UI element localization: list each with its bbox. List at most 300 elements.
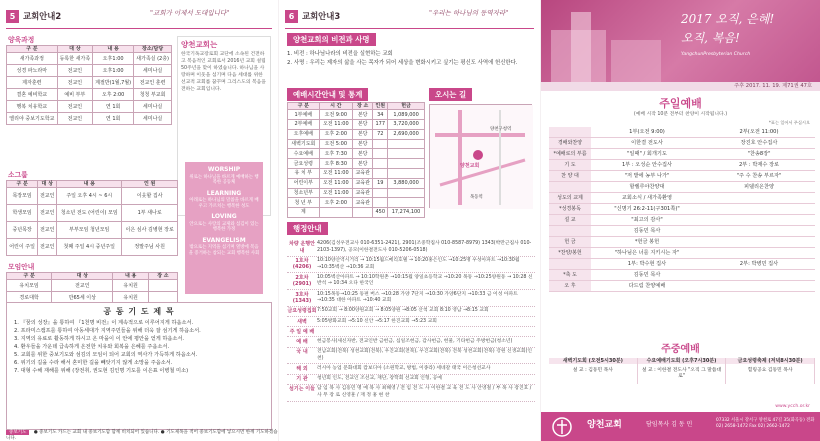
table-cell [388,188,425,198]
worship-text: 위로는 하나님을 바르게 예배하는 행복한 공동체 [189,174,259,185]
table-cell: 정말주님 사원 [122,239,178,256]
table-cell: 제자훈련 [7,77,58,89]
guide-text: 10:10양산역시거리 → 10:15월드메리호텔 → 10:20홍은인도 →10:25명 우성아파트 →10:30월 →10:35벽산 →10:36 교회 [317,258,520,270]
guide-label: 금요성령집회 [287,308,317,315]
service-row [549,149,815,160]
service-value-2: 2부(오전 11:00) [739,128,779,135]
table-cell: 전교인 [38,205,57,222]
service-row [549,226,815,237]
divider [6,28,272,29]
intro-title: 양천교회는 [181,40,218,49]
midweek-title: 주중예배 [661,344,700,355]
table-cell: 이웃할 집사 [122,188,178,205]
table-cell: 오전 11:00 [319,178,352,188]
learning-text: 아래로는 하나님의 말씀을 바르게 배우고 가르치는 행복한 성도 [189,198,259,209]
guide-row [287,375,535,385]
map-label-station2: 목동역 [470,195,483,200]
table-cell: 본당 [353,129,373,139]
guide-row [287,364,535,374]
table-cell: 17,274,100 [388,208,425,218]
table-header: 대 상 [57,46,92,53]
table-cell: 청 년 부 [288,198,320,208]
service-label: 헌 금 [549,237,591,247]
table-cell: 본당 [353,120,373,130]
table-cell: 19 [373,178,388,188]
guide-text: 10:05벽산아파트 → 10:10학원촌 →10:15월 양일초등학교 →10:20 목동 →10:25양원동 → 10:28 신반석 → 10:34 오다 한국인 [317,274,533,287]
midweek-item [549,358,638,384]
table-cell: 본당 [353,110,373,120]
service-label: 기 도 [549,160,591,170]
service-row [549,193,815,204]
table-cell: 오전 11:00 [319,169,352,179]
service-label: *예배로의 부름 [549,149,591,159]
service-value-1: 김동민 목사 [633,271,661,278]
table-row [7,53,172,65]
table-cell: 오후 2:00 [319,198,352,208]
small-group-table [6,180,178,256]
map-label-station1: 양천구청역 [490,127,512,132]
service-label [549,127,591,137]
guide-label: 주 일 예 배 [289,328,315,335]
service-value-1: "하나님은 너를 지키시는 자" [614,249,680,256]
worship-label: WORSHIP [207,166,241,173]
service-label: 성도의 교제 [549,193,591,203]
table-row [288,139,425,149]
table-row [288,110,425,120]
table-cell [373,188,388,198]
service-label: *찬양/봉헌 [549,248,591,258]
service-order [549,127,815,292]
table-header: 대 상 [38,181,57,188]
panel-church-info-2 [0,0,278,441]
guide-label: 2호차 (2901) [292,274,312,288]
table-cell: 청소년부 [288,188,320,198]
table-row [288,120,425,130]
table-cell: 전교인 [38,239,57,256]
table-cell: 177 [373,120,388,130]
guide-row [287,327,535,337]
guide-row [287,290,535,307]
table-cell: 첫째 주일 4시 중년주일 [57,239,122,256]
table-cell [388,169,425,179]
panel-cover [541,0,820,441]
panel-church-info-3 [279,0,540,441]
service-value-1: "일때" / 회개기도 [627,150,667,157]
service-label [549,259,591,269]
table-row [7,77,172,89]
church-name: 양천교회 [587,420,622,430]
guide-label: 섬기는 이들 [289,386,315,393]
guide-label: 차량 운행안내 [289,241,315,254]
midweek-item [726,358,815,384]
guide-text: 10:15목동→10:25 동편 버스 →10:28 가양 7단지 →10:30 가양6단지 →10:33 금 이성 아파트 →10:35 대한 아파트 →10:40 교회 [317,291,518,304]
mission-header: 양천교회의 비전과 사명 [287,33,376,46]
church-contact: 07332 서울시 강서구 양천로 47길 35(화곡동) 전화 02) 2658-1472 Fax 02) 2662-1472 [716,418,815,430]
mission-text [287,50,535,67]
education-table [6,45,172,125]
table-row [7,188,178,205]
service-value-2: 2부: 박병민 집사 [739,260,779,267]
service-value-1: 다드림 찬양예배 [628,282,666,289]
page-title: 교회안내3 [302,11,341,22]
table-row [7,239,178,256]
table-header: 대 상 [52,273,113,280]
table-row [288,149,425,159]
panel-header [285,8,340,25]
section-meeting: 모임안내 [8,263,35,271]
guide-row [287,240,535,257]
table-cell: 만65세 이상 [52,292,113,304]
table-cell: 전교인 훈련 [134,77,172,89]
page-quote: "교회가 이제서 도대입니다" [150,9,230,17]
service-row [549,138,815,149]
service-row [549,270,815,281]
table-cell: 새가족과정 [7,53,58,65]
service-value-2: "찬송8장" [747,150,771,157]
cover-banner [541,0,820,82]
table-cell [353,208,373,218]
learning-label: LEARNING [206,189,242,197]
midweek-item [638,358,727,384]
guide-label: 3호차 (1343) [292,291,312,304]
footer-note-row [6,430,278,441]
table-header: 장 소 [353,103,373,110]
worship-time-table [287,102,425,218]
prayer-item: 2. 프라미스캠프를 통하여 아동세대가 지역주민들을 위해 더욱 잘 섬기게 하옵소서. [14,328,201,335]
table-cell: 72 [373,129,388,139]
service-row [549,215,815,226]
table-row [288,188,425,198]
service-value-1: "신명기 26:2-11(구301쪽)" [614,205,680,212]
table-header: 헌금 [388,103,425,110]
table-cell: 연 1회 [93,101,134,113]
prayer-item: 4. 환우들을 가운데 급속하게 온전한 치유와 회복을 은혜를 주옵소서. [14,344,170,351]
table-cell: 450 [373,208,388,218]
table-cell: 금요성령 [288,159,320,169]
guide-text: 러시아 농업 문화대회 캄보디아 (소원학교, 방법, 이종라) 세네갈 태국 이은청선교사 [317,365,491,371]
table-cell: 교육관 [353,178,373,188]
vision-arrows [185,162,263,294]
church-logo-icon [551,416,581,438]
table-cell: 계절반(1월,7월) [93,77,134,89]
table-row [288,208,425,218]
service-value-1: "최고의 감사" [631,216,663,223]
guide-row [287,337,535,347]
table-cell [388,139,425,149]
table-cell: 계 [288,208,320,218]
table-cell: 전교인 [57,77,92,89]
service-label [549,182,591,192]
table-row [288,159,425,169]
table-cell: 오후 2:00 [319,129,352,139]
midweek-item-title: 금요성령축제 (저녁8시30분) [726,358,814,364]
service-row [549,248,815,259]
church-url: www.ycch.or.kr [775,404,810,409]
table-cell [148,280,177,292]
table-cell: 연 1회 [93,113,134,125]
guide-label: 기 관 [296,376,308,383]
church-marker [473,150,483,160]
worship-time-header: 예배시간안내 및 통계 [287,88,368,101]
table-cell: 1부 새나로 [122,205,178,222]
table-row [7,89,172,101]
table-cell: 1부예배 [288,110,320,120]
service-label: 경배와찬양 [549,138,591,148]
page-number: 5 [6,10,19,23]
panel-header [6,8,61,25]
table-cell [388,198,425,208]
table-cell: 교육관 [353,198,373,208]
service-row [549,259,815,270]
table-cell: 오전 11:00 [319,188,352,198]
table-header: 장소/담당 [134,46,172,53]
issue-date: 주후 2017. 11. 19. 제71권 47호 [541,82,820,91]
service-row [549,237,815,248]
table-cell: 청청 부교회 [134,89,172,101]
service-value-1: 교회소식 / 새가족환영 [621,194,673,201]
midweek-item-text: 설 교 : 김동민 목사 [572,368,613,374]
table-cell: 수요예배 [288,149,320,159]
table-cell: 행복 치유학교 [7,101,58,113]
table-cell: 등록한 새가족 [57,53,92,65]
table-cell [373,139,388,149]
table-cell: 학생모임 [7,205,38,222]
prayer-item: 3. 지역의 유료로 활동하게 하시고 온 마을이 이 안에 평안을 얻게 하옵소서. [14,336,185,343]
table-row [7,280,178,292]
service-row [549,160,815,171]
table-row [7,101,172,113]
service-value-1: "저 밭에 농부 나가" [624,172,670,179]
service-value-1: 할렐루야찬양대 [629,183,665,190]
guide-row [287,317,535,327]
service-value-1: 이한결 전도사 [631,139,663,146]
service-row [549,182,815,193]
mission-line: 2. 사명 : 우리는 제자의 삶을 사는 목자가 되어 세상을 변화시키고 싶기는 평신도 사역에 헌신한다. [287,59,518,66]
table-header: 인 원 [122,181,178,188]
service-title: 주일예배 [659,97,702,110]
directions-map [429,104,532,208]
map-label-church: 양천교회 [460,163,480,169]
table-row [7,205,178,222]
service-value-1: 1부 : 오성순 안수집사 [621,161,673,168]
pastor-name: 담임목사 김 동 민 [646,421,693,428]
table-cell: 엘리야 중보기도학교 [7,113,58,125]
service-label: 찬 양 대 [549,171,591,181]
section-education: 양육과정 [8,36,35,44]
table-cell: 새벽기도회 [288,139,320,149]
guide-row [287,348,535,365]
table-cell: 어린이 주일 [7,239,38,256]
service-value-2: "주 수 찬송 부르자" [736,172,782,179]
service-label [549,226,591,236]
service-label: 오 후 [549,281,591,291]
service-value-1: *헌금 봉헌 [634,238,660,245]
loving-text: 안으로는 사랑의 교제와 섬김이 있는 행복한 가정 [189,221,259,232]
guide-text: 청년회 인도, 전교인 조선교, 재단, 장학회 선교회 인형, 공예 [317,376,442,382]
table-cell: 1,089,000 [388,110,425,120]
table-cell: 전교인 [57,113,92,125]
table-cell: 전교인 [38,188,57,205]
loving-label: LOVING [211,213,237,220]
guide-text [317,329,535,335]
table-cell: 예비 부부 [57,89,92,101]
service-row [549,127,815,138]
table-header: 내 용 [57,181,122,188]
table-row [7,65,172,77]
table-cell: 부부모임 청년모임 [57,222,122,239]
table-header: 시 간 [319,103,352,110]
prayer-item: 1. 『꿈의 성장』을 통하여 『1천명 비전』이 계속적으로 이루어지게 하옵소서. [14,320,194,326]
table-cell: 오전 5:00 [319,139,352,149]
footer-note: ● 중보기도 카드는 교회 내 중보기도함 함께 비치되어 있습니다. ● 기도제목을 적어 중보기도함에 넣으시면 한께 기도하겠습니다. [6,430,278,441]
cover-line: 2017 오직, 은혜! [681,12,775,26]
table-cell: 세미나실 [134,113,172,125]
service-subtitle: (예배 시작 10분 전부터 찬양이 시작됩니다.) [633,112,728,117]
evangelism-text: 밖으로는 지역을 섬기며 열방에 복음을 증거하는 참되는 교회 행복한 사회 [188,245,260,256]
guide-text: 7:50교회 → 8:00양원교회 → 8:05양원 →8:05 산척 교회 8:10 영남 →8:15 교회 [317,308,489,314]
table-cell: 2부예배 [288,120,320,130]
table-cell: 이은 심사 김병현 장로 [122,222,178,239]
table-cell: 결혼 예비학교 [7,89,58,101]
table-cell: 유치원 [113,280,148,292]
midweek-item-text: 힐링공요 김동민 목사 [747,368,793,374]
mission-line: 1. 비전 : 하나님나라의 비전을 실현하는 교회 [287,51,393,57]
table-cell: 경로대학 [7,292,52,304]
table-cell: 오후1:00 [93,53,134,65]
service-value-2: 2부 : 박재수 장로 [738,161,780,168]
service-label: *성경봉독 [549,204,591,214]
prayer-box [6,302,272,430]
table-cell: 오후 2:00 [93,89,134,101]
table-cell: 전교인 [57,65,92,77]
cover-line: 오직, 복음! [681,30,740,45]
service-row [549,204,815,215]
table-row [7,113,172,125]
table-cell: 청소년 전도 (어린이) 모임 [57,205,122,222]
prayer-item: 6. 위기의 길을 수라 해서 혼미한 길을 빼앗기지 않게 소망을 주옵소서. [14,360,173,367]
table-header: 구 분 [7,273,52,280]
table-cell: 유치원 [113,292,148,304]
midweek-item-text: 설 교 : 이한결 전도사 "오직 그 말씀대로" [641,368,722,380]
table-cell: 어린이부 [288,178,320,188]
table-cell [373,159,388,169]
table-cell: 새가족실 (2층) [134,53,172,65]
table-cell: 오후 7:30 [319,149,352,159]
table-cell: 중년목장 [7,222,38,239]
table-cell: 오전 9:00 [319,110,352,120]
service-value-2: 피델리온찬양 [743,183,775,190]
service-value-1: 1부(오전 9:00) [629,128,665,135]
guide-text: 4206(김성우전교사 010-6351-2421), 2901(조중학집사 010-8587-8979) 1343(박만근집사 010-2103-1397), 공모(이한결전도사 010-5206-0518) [317,241,532,253]
table-cell: 유치모임 [7,280,52,292]
guide-label: 1호차 (4206) [292,258,312,271]
table-cell: 세미나실 [134,65,172,77]
guide-label: 예 배 [296,338,308,345]
map-graphic [430,105,533,209]
table-cell: 교육관 [353,188,373,198]
table-cell [388,159,425,169]
church-footer [541,412,820,441]
table-cell: 본당 [353,149,373,159]
table-cell [388,149,425,159]
divider [285,28,534,29]
table-cell: 전교인 [38,222,57,239]
table-cell: 본당 [353,159,373,169]
service-row [549,281,815,292]
guide-text: 담 임 목 사 김동민 명 예 목 사 최해영 / 전 임 전 도 사 이한결 교 육 전 도 사 안영철 / 부 목 사 장진호 / 사 무 장 로 신영훈 / 재 정 홍 현 찬 [317,386,532,398]
guide-label: 해 외 [296,365,308,372]
admin-header: 행정안내 [287,222,328,235]
service-value-1: 김동민 목사 [633,227,661,234]
midweek-item-title: 새벽기도회 (오전5시30분) [549,358,637,364]
service-label: 설 교 [549,215,591,225]
table-cell: 주일 오후 4시 ~ 6시 [57,188,122,205]
table-cell: 교육관 [353,169,373,179]
service-label: *축 도 [549,270,591,280]
table-row [288,178,425,188]
guide-text: 헌금봉사(새신자반, 전교인반 금헌금, 십일조헌금, 감사헌금, 헌물, 기타헌금 주방헌금(청소년) [317,338,513,344]
evangelism-label: EVANGELISM [202,236,246,244]
table-header: 장 소 [148,273,177,280]
table-cell: 오후 8:30 [319,159,352,169]
guide-row [287,385,535,402]
prayer-item: 5. 교회를 위한 중보기도와 섬김의 모임이 되어 교회의 역사가 가득하게 하옵소서. [14,352,198,359]
table-cell: 2,690,000 [388,129,425,139]
table-cell: 본당 [353,139,373,149]
table-cell: 34 [373,110,388,120]
standing-note: *표는 일어서 주십시오 [768,120,810,125]
table-row [288,198,425,208]
page-quote: "우리는 하나님의 동역자라" [429,9,509,17]
table-cell: 전교인 [57,101,92,113]
table-header: 내 용 [113,273,148,280]
prayer-item: 7. 대형 수해 재해를 위해 (장전취, 권도현 김인명 기도를 이은표 이병철 미소) [14,368,189,375]
map-header: 오시는 길 [429,88,472,101]
table-cell [373,149,388,159]
guide-text: 5:05방화교회 →5:10 신안 →5:17 한진교회 →5:23 교회 [317,318,437,324]
section-small-group: 소그룹 [8,171,28,179]
table-cell: 세미나실 [134,101,172,113]
table-cell: 목장모임 [7,188,38,205]
table-row [288,169,425,179]
table-header: 인원 [373,103,388,110]
prayer-title: 공 동 기 도 제 목 [103,307,175,316]
cover-slogan [681,10,774,47]
page-number: 6 [285,10,298,23]
service-value-1: 1부: 박수현 집사 [627,260,667,267]
service-value-2: 장진호 안수집사 [740,139,778,146]
table-row [288,129,425,139]
table-header: 구 분 [7,46,58,53]
page-title: 교회안내2 [23,11,62,22]
guide-row [287,307,535,317]
guide-text: 전남교회(전북) 성천교회(전북), 우진교회(전북), 우진교회(전북) 전북 성천교회(전북) 강원 신생교회(인천) [317,349,533,361]
table-row [7,222,178,239]
table-cell: 오전 11:00 [319,120,352,130]
table-cell [319,208,352,218]
table-header: 구 분 [288,103,320,110]
midweek-item-title: 수요예배기도회 (오후7시30분) [638,358,726,364]
table-header: 내 용 [93,46,134,53]
intro-text: 한국기독교장로회 교단에 소속된 건전하고 복음적인 교회로서 2016년 교회 설립 50주년을 맞이 하였습니다. 하나님을 사랑하며 이웃을 섬기며 다음 세대를 위한 선교적 교회를 꿈꾸며 그리스도의 복음을 전하는 교회입니다. [181,52,266,93]
table-cell [373,198,388,208]
table-cell: 오후1:00 [93,65,134,77]
service-row [549,171,815,182]
table-cell: 유 치 부 [288,169,320,179]
table-cell: 3,720,000 [388,120,425,130]
footer-tag: 중보기도 [6,430,29,435]
admin-guide [287,240,535,402]
